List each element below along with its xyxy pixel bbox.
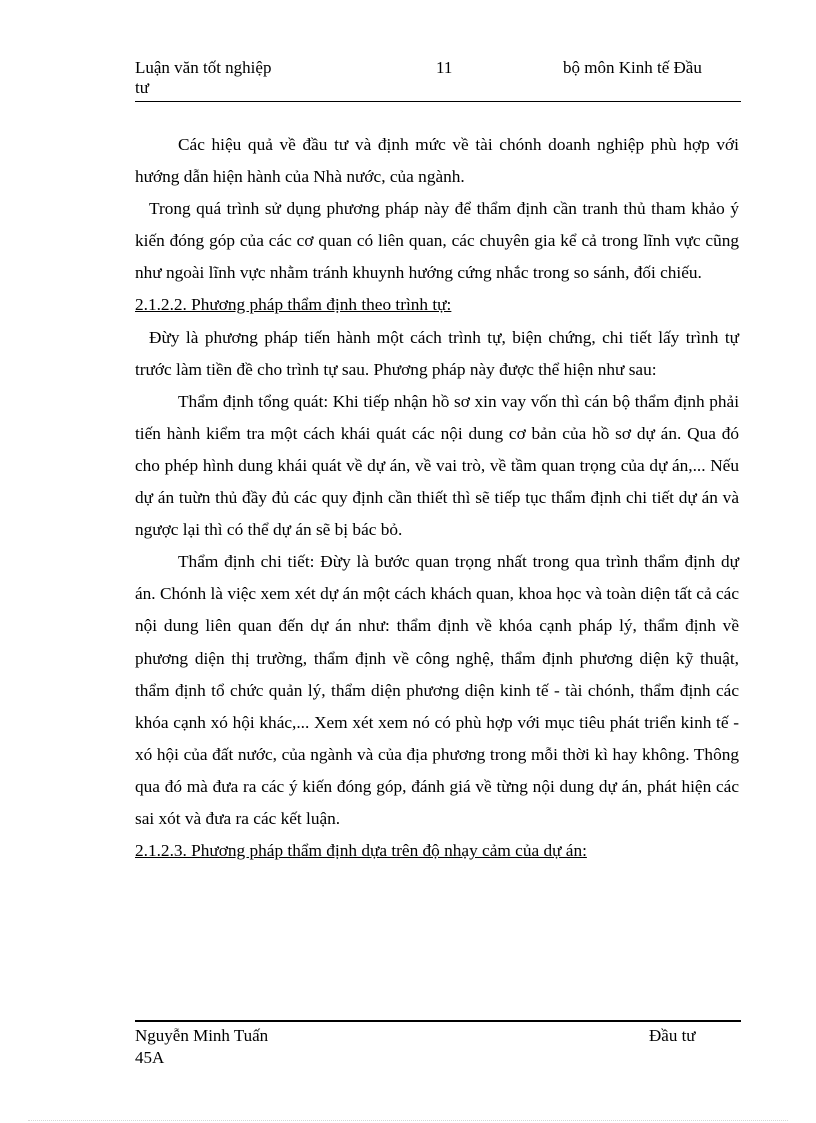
page-body — [135, 129, 739, 867]
header-thesis-title — [135, 58, 335, 98]
footer-author-name: Nguyễn Minh Tuấn — [135, 1026, 269, 1045]
header-department: bộ môn Kinh tế Đầu — [563, 58, 702, 77]
paragraph-investment-efficiency: Các hiệu quả về đầu tư và định mức về tài chónh doanh nghiệp phù hợp với hướng dẫn hiện hành của Nhà nước, của ngành. — [135, 135, 739, 187]
footer-major: Đầu tư — [649, 1026, 696, 1045]
paragraph-sequential-method: Đừy là phương pháp tiến hành một cách trình tự, biện chứng, chi tiết lấy trình tự trước làm tiền đề cho trình tự sau. Phương pháp này được thể hiện như sau: — [135, 327, 739, 379]
paragraph-consultation: Trong quá trình sử dụng phương pháp này để thẩm định cần tranh thủ tham khảo ý kiến đóng góp của các cơ quan có liên quan, các chuyên gia kể cả trong lĩnh vực cũng như ngoài lĩnh vực nhằm tránh khuynh hướng cứng nhắc trong so sánh, đối chiếu. — [135, 199, 739, 283]
section-heading-sensitivity-method: 2.1.2.3. Phương pháp thẩm định dựa trên độ nhạy cảm của dự án: — [135, 841, 587, 861]
footer-divider — [135, 1020, 741, 1022]
header-thesis-title-line2: tư — [135, 78, 149, 97]
page-number: 11 — [436, 58, 453, 77]
footer-author-block — [135, 1025, 268, 1069]
header-thesis-title-line1: Luận văn tốt nghiệp — [135, 58, 272, 77]
paragraph-detailed-appraisal: Thẩm định chi tiết: Đừy là bước quan trọng nhất trong qua trình thẩm định dự án. Chónh là việc xem xét dự án một cách khách quan, khoa học và toàn diện tất cả các nội dung liên quan đến dự án như: thẩm định về khóa cạnh pháp lý, thẩm định về phương diện thị trường, thẩm định về công nghệ, thẩm định phương diện kỹ thuật, thẩm định tổ chức quản lý, thẩm diện phương diện kinh tế - tài chónh, thẩm định các khóa cạnh xó hội khác,... Xem xét xem nó có phù hợp với mục tiêu phát triển kinh tế - xó hội của đất nước, của ngành và của địa phương trong mỗi thời kì hay không. Thông qua đó mà đưa ra các ý kiến đóng góp, đánh giá về từng nội dung dự án, phát hiện các sai xót và đưa ra các kết luận. — [135, 552, 739, 828]
page-bottom-border — [28, 1120, 788, 1121]
footer-class: 45A — [135, 1048, 165, 1067]
section-heading-sequential-method: 2.1.2.2. Phương pháp thẩm định theo trình tự: — [135, 295, 452, 315]
header-divider — [135, 101, 741, 102]
paragraph-general-appraisal: Thẩm định tổng quát: Khi tiếp nhận hồ sơ xin vay vốn thì cán bộ thẩm định phải tiến hành kiểm tra một cách khái quát các nội dung cơ bản của hồ sơ dự án. Qua đó cho phép hình dung khái quát về dự án, về vai trò, về tầm quan trọng của dự án,... Nếu dự án tuừn thủ đầy đủ các quy định cần thiết thì sẽ tiếp tục thẩm định chi tiết dự án và ngược lại thì có thể dự án sẽ bị bác bỏ. — [135, 391, 739, 540]
